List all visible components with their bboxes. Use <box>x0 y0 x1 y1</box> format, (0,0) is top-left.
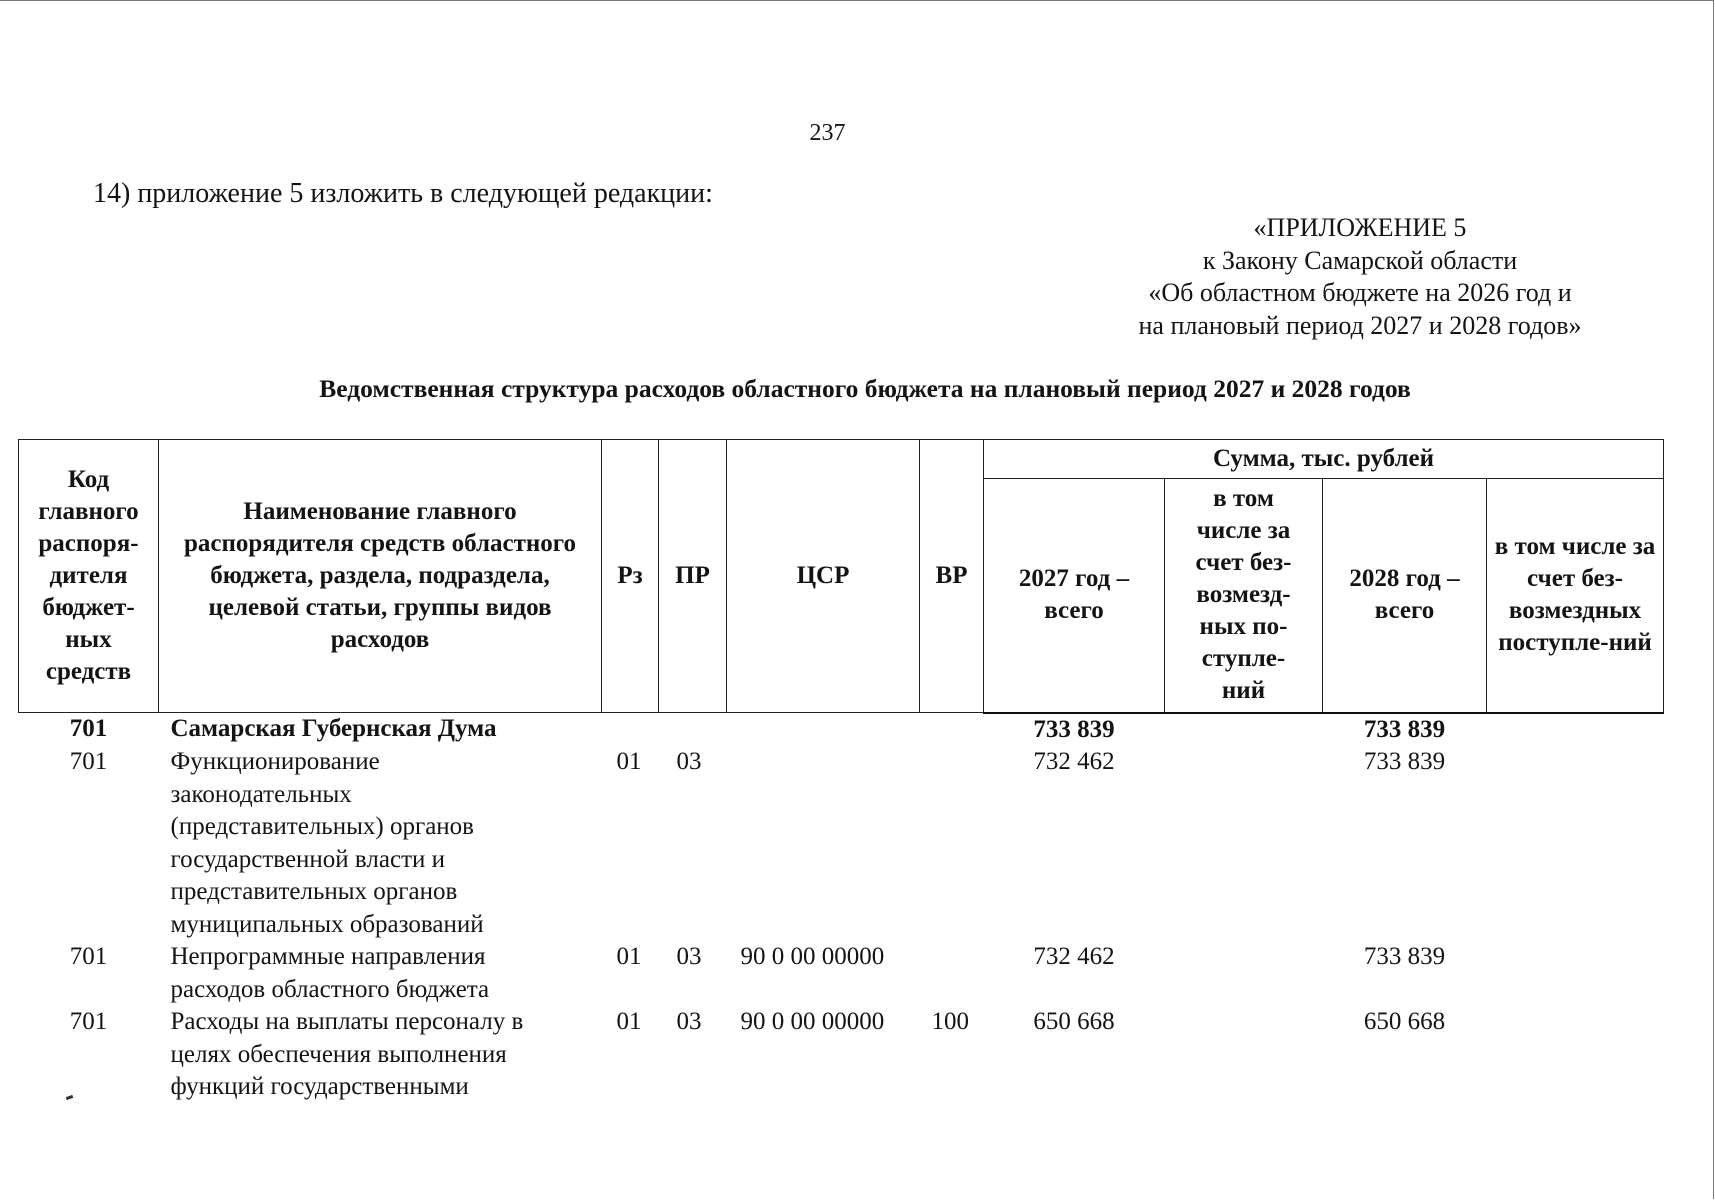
cell-csr: 90 0 00 00000 <box>740 943 885 970</box>
cell-pr <box>659 713 727 747</box>
cell-rz: 01 <box>616 943 642 970</box>
header-2028-total: 2028 год – всего <box>1323 479 1487 713</box>
header-vr: ВР <box>920 440 984 713</box>
document-title: Ведомственная структура расходов областного бюджета на плановый период 2027 и 2028 годов <box>319 374 1411 403</box>
cell-vr <box>920 746 984 941</box>
header-code: Код главного распоря-дителя бюджет-ных средств <box>19 440 159 713</box>
cell-code: 701 <box>69 943 108 970</box>
cell-2027-free <box>1165 713 1323 747</box>
header-name: Наименование главного распорядителя средств областного бюджета, раздела, подраздела, целевой статьи, группы видов расходов <box>159 440 602 713</box>
appendix-line-4: на плановый период 2027 и 2028 годов» <box>1138 310 1582 340</box>
cell-pr: 03 <box>676 943 702 970</box>
cell-code: 701 <box>69 715 108 742</box>
cell-vr: 100 <box>931 1008 969 1035</box>
table-row <box>19 941 1664 1006</box>
cell-2028-free <box>1487 713 1664 747</box>
cell-2028-free <box>1487 746 1664 941</box>
cell-csr: 90 0 00 00000 <box>740 1008 885 1035</box>
cell-2027-free <box>1165 746 1323 941</box>
cell-2027-free <box>1165 1006 1323 1104</box>
cell-pr: 03 <box>676 748 702 775</box>
table-row <box>19 713 1664 747</box>
cell-2027-total: 732 462 <box>1033 943 1115 970</box>
cell-2028-total: 650 668 <box>1363 1008 1446 1035</box>
budget-table <box>18 439 1664 1104</box>
table-row <box>19 746 1664 941</box>
cell-name: Расходы на выплаты персоналу в целях обеспечения выполнения функций государственными <box>170 1008 524 1100</box>
cell-2028-total: 733 839 <box>1363 748 1446 775</box>
cell-2027-total: 732 462 <box>1033 748 1115 775</box>
cell-2028-free <box>1487 941 1664 1006</box>
cell-rz <box>602 713 659 747</box>
intro-text: 14) приложение 5 изложить в следующей редакции: <box>93 178 713 209</box>
header-sum: Сумма, тыс. рублей <box>984 440 1664 479</box>
cell-name: Непрограммные направления расходов областного бюджета <box>170 943 490 1003</box>
cell-2028-total: 733 839 <box>1363 943 1446 970</box>
cell-pr: 03 <box>676 1008 702 1035</box>
cell-2027-free <box>1165 941 1323 1006</box>
appendix-line-2: к Закону Самарской области <box>1202 245 1518 275</box>
cell-name: Самарская Губернская Дума <box>170 715 497 742</box>
cell-vr <box>920 713 984 747</box>
cell-csr <box>727 713 920 747</box>
header-pr: ПР <box>659 440 727 713</box>
header-2028-free: в том числе за счет без-возмездных поступле-ний <box>1487 479 1664 713</box>
appendix-header <box>1080 212 1640 342</box>
appendix-line-1: «ПРИЛОЖЕНИЕ 5 <box>1253 213 1467 242</box>
cell-2028-total: 733 839 <box>1363 715 1446 743</box>
cell-2028-free <box>1487 1006 1664 1104</box>
header-csr: ЦСР <box>727 440 920 713</box>
cell-name: Функционирование законодательных (представительных) органов государственной власти и представительных органов муниципальных образований <box>170 748 484 938</box>
cell-2027-total: 733 839 <box>1033 715 1115 743</box>
header-2027-free: в том числе за счет без-возмезд-ных по-ступле-ний <box>1165 479 1323 713</box>
cell-code: 701 <box>69 748 108 775</box>
cell-csr <box>727 746 920 941</box>
page-number: 237 <box>809 120 846 146</box>
header-rz: Рз <box>602 440 659 713</box>
table-row <box>19 1006 1664 1104</box>
cell-vr <box>920 941 984 1006</box>
cell-code: 701 <box>69 1008 108 1035</box>
cell-rz: 01 <box>616 1008 642 1035</box>
cell-2027-total: 650 668 <box>1033 1008 1115 1035</box>
appendix-line-3: «Об областном бюджете на 2026 год и <box>1148 278 1572 307</box>
cell-rz: 01 <box>616 748 642 775</box>
header-2027-total: 2027 год – всего <box>984 479 1165 713</box>
